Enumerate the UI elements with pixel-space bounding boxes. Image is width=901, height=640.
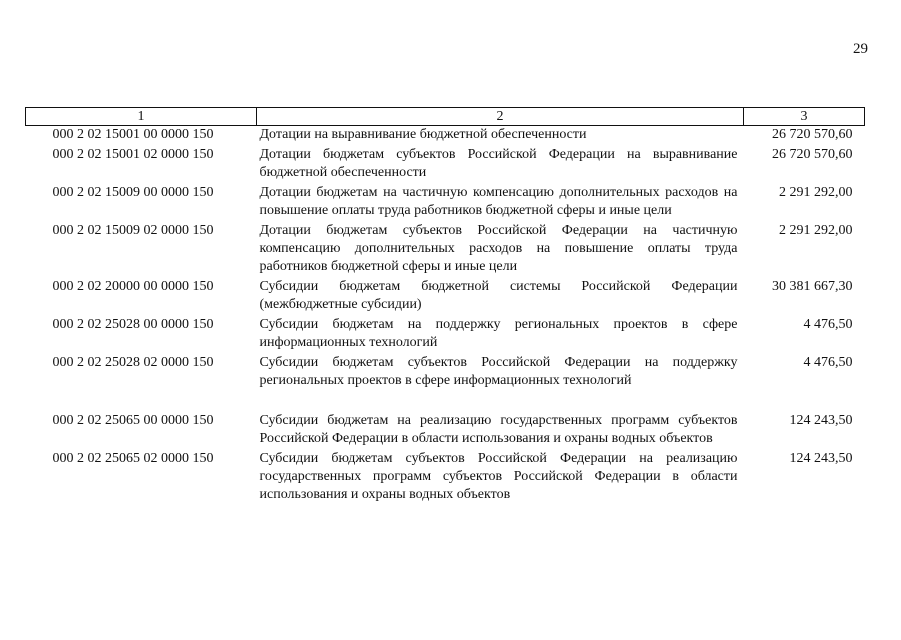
budget-code-cell: 000 2 02 25028 02 0000 150: [52, 355, 214, 370]
amount-cell: 2 291 292,00: [779, 223, 853, 238]
table-row: [26, 316, 865, 354]
income-name-cell: Дотации бюджетам субъектов Российской Федерации на частичную компенсацию дополнительных расходов на повышение оплаты труда работников бюджетной сферы и иные цели: [259, 223, 738, 274]
amount-cell: 4 476,50: [803, 355, 853, 370]
column-header-name: 2: [257, 108, 744, 126]
budget-code-cell: 000 2 02 15001 02 0000 150: [52, 147, 214, 162]
amount-cell: 30 381 667,30: [772, 279, 853, 294]
amount-cell: 124 243,50: [789, 451, 853, 466]
amount-cell: 4 476,50: [803, 317, 853, 332]
budget-code-cell: 000 2 02 15001 00 0000 150: [52, 127, 214, 142]
budget-code-cell: 000 2 02 15009 02 0000 150: [52, 223, 214, 238]
budget-revenue-table: [25, 107, 865, 506]
page-number: 29: [853, 41, 868, 57]
table-row: [26, 126, 865, 147]
income-name-cell: Дотации бюджетам субъектов Российской Федерации на выравнивание бюджетной обеспеченности: [259, 147, 738, 180]
amount-cell: 2 291 292,00: [779, 185, 853, 200]
table-row: [26, 222, 865, 278]
amount-cell: 124 243,50: [789, 413, 853, 428]
table-row: [26, 450, 865, 506]
income-name-cell: Субсидии бюджетам на поддержку региональных проектов в сфере информационных технологий: [259, 317, 738, 350]
budget-code-cell: 000 2 02 25065 02 0000 150: [52, 451, 214, 466]
budget-code-cell: 000 2 02 20000 00 0000 150: [52, 279, 214, 294]
table-row: [26, 184, 865, 222]
table-header-row: [26, 108, 865, 126]
table-row: [26, 278, 865, 316]
table-row: [26, 354, 865, 412]
income-name-cell: Субсидии бюджетам субъектов Российской Федерации на реализацию государственных программ субъектов Российской Федерации в области использования и охраны водных объектов: [259, 451, 738, 502]
income-name-cell: Субсидии бюджетам субъектов Российской Федерации на поддержку региональных проектов в сфере информационных технологий: [259, 355, 738, 388]
income-name-cell: Субсидии бюджетам бюджетной системы Российской Федерации (межбюджетные субсидии): [259, 279, 738, 312]
table-row: [26, 146, 865, 184]
amount-cell: 26 720 570,60: [772, 127, 853, 142]
column-header-amount: 3: [744, 108, 865, 126]
column-header-code: 1: [26, 108, 257, 126]
income-name-cell: Дотации на выравнивание бюджетной обеспеченности: [259, 127, 587, 142]
budget-code-cell: 000 2 02 25065 00 0000 150: [52, 413, 214, 428]
table-row: [26, 412, 865, 450]
amount-cell: 26 720 570,60: [772, 147, 853, 162]
budget-code-cell: 000 2 02 25028 00 0000 150: [52, 317, 214, 332]
income-name-cell: Дотации бюджетам на частичную компенсацию дополнительных расходов на повышение оплаты труда работников бюджетной сферы и иные цели: [259, 185, 738, 218]
income-name-cell: Субсидии бюджетам на реализацию государственных программ субъектов Российской Федерации в области использования и охраны водных объектов: [259, 413, 738, 446]
budget-code-cell: 000 2 02 15009 00 0000 150: [52, 185, 214, 200]
